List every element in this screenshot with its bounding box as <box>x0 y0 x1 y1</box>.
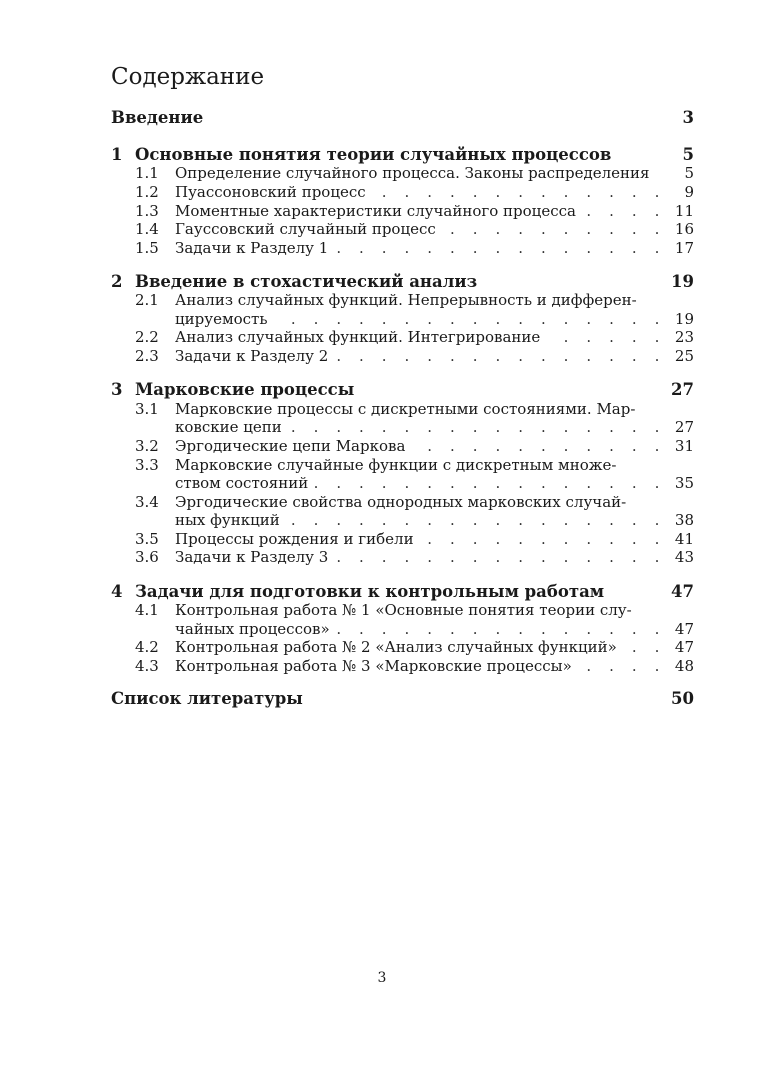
toc-section-3-5[interactable] <box>111 530 694 548</box>
section-label: Контрольная работа № 2 «Анализ случайных функций» <box>175 638 617 656</box>
section-number: 3.2 <box>135 437 159 455</box>
section-number: 2.2 <box>135 328 159 346</box>
section-number: 1.5 <box>135 239 159 257</box>
chapter-page: 5 <box>682 145 694 164</box>
section-label: Процессы рождения и гибели <box>175 530 414 548</box>
entry-label: Список литературы <box>111 689 303 708</box>
chapter-number: 3 <box>111 380 123 399</box>
section-number: 3.4 <box>135 493 159 511</box>
leader-dots <box>336 620 666 638</box>
section-number: 3.5 <box>135 530 159 548</box>
toc-section-3-4[interactable] <box>111 493 694 511</box>
leader-dots <box>334 239 666 257</box>
entry-page: 50 <box>671 689 694 708</box>
entry-label: Введение <box>111 108 204 127</box>
section-page: 31 <box>674 437 694 455</box>
leader-dots <box>334 347 666 365</box>
section-label: Задачи к Разделу 2 <box>175 347 329 365</box>
section-label: Гауссовский случайный процесс <box>175 220 436 238</box>
section-label-line2: чайных процессов» <box>175 620 330 638</box>
leader-dots <box>288 418 666 436</box>
leader-dots <box>442 220 666 238</box>
chapter-number: 1 <box>111 145 123 164</box>
toc-section-2-1[interactable] <box>111 291 694 309</box>
section-label-line1: Анализ случайных функций. Непрерывность и дифферен- <box>175 291 637 309</box>
section-label-line1: Эргодические свойства однородных марковских случай- <box>175 493 627 511</box>
toc-entry-intro[interactable] <box>111 108 694 127</box>
section-label: Задачи к Разделу 3 <box>175 548 329 566</box>
toc-entry-references[interactable] <box>111 689 694 708</box>
section-label-line1: Марковские случайные функции с дискретным множе- <box>175 456 617 474</box>
leader-dots <box>420 530 666 548</box>
toc-section-1-4[interactable] <box>111 220 694 238</box>
section-number: 3.1 <box>135 400 159 418</box>
toc-section-2-3[interactable] <box>111 347 694 365</box>
toc-section-2-2[interactable] <box>111 328 694 346</box>
leader-dots <box>314 474 666 492</box>
chapter-number: 4 <box>111 582 123 601</box>
section-label-line2: ных функций <box>175 511 280 529</box>
section-number: 4.1 <box>135 601 159 619</box>
section-number: 1.3 <box>135 202 159 220</box>
section-number: 4.2 <box>135 638 159 656</box>
toc-section-3-1-cont[interactable] <box>175 418 694 436</box>
section-page: 47 <box>674 620 694 638</box>
toc-section-1-5[interactable] <box>111 239 694 257</box>
leader-dots <box>578 657 666 675</box>
toc-chapter-1[interactable] <box>111 145 694 164</box>
section-page: 43 <box>674 548 694 566</box>
section-page: 16 <box>674 220 694 238</box>
chapter-page: 19 <box>671 272 694 291</box>
section-number: 1.1 <box>135 164 159 182</box>
chapter-number: 2 <box>111 272 123 291</box>
section-label: Анализ случайных функций. Интегрирование <box>175 328 541 346</box>
chapter-label: Марковские процессы <box>135 380 355 399</box>
section-page: 17 <box>674 239 694 257</box>
toc-title: Содержание <box>111 64 265 90</box>
page-number: 3 <box>377 970 387 986</box>
leader-dots <box>582 202 666 220</box>
leader-dots <box>623 638 666 656</box>
section-label-line2: ством состояний <box>175 474 309 492</box>
section-page: 48 <box>674 657 694 675</box>
leader-dots <box>286 511 666 529</box>
leader-dots <box>372 183 666 201</box>
leader-dots <box>546 328 666 346</box>
section-number: 1.4 <box>135 220 159 238</box>
section-number: 2.3 <box>135 347 159 365</box>
section-number: 4.3 <box>135 657 159 675</box>
toc-section-4-3[interactable] <box>111 657 694 675</box>
section-label: Задачи к Разделу 1 <box>175 239 329 257</box>
toc-section-3-4-cont[interactable] <box>175 511 694 529</box>
section-number: 2.1 <box>135 291 159 309</box>
section-page: 9 <box>684 183 694 201</box>
toc-section-4-2[interactable] <box>111 638 694 656</box>
section-page: 23 <box>674 328 694 346</box>
section-number: 3.3 <box>135 456 159 474</box>
section-label: Контрольная работа № 3 «Марковские процессы» <box>175 657 572 675</box>
chapter-label: Введение в стохастический анализ <box>135 272 478 291</box>
toc-section-2-1-cont[interactable] <box>175 310 694 328</box>
section-page: 35 <box>674 474 694 492</box>
section-number: 3.6 <box>135 548 159 566</box>
section-page: 38 <box>674 511 694 529</box>
section-page: 47 <box>674 638 694 656</box>
chapter-page: 47 <box>671 582 694 601</box>
toc-section-3-2[interactable] <box>111 437 694 455</box>
toc-section-1-2[interactable] <box>111 183 694 201</box>
section-number: 1.2 <box>135 183 159 201</box>
toc-section-1-3[interactable] <box>111 202 694 220</box>
section-label-line1: Марковские процессы с дискретными состояниями. Мар- <box>175 400 636 418</box>
toc-section-3-1[interactable] <box>111 400 694 418</box>
chapter-label: Задачи для подготовки к контрольным работам <box>135 582 605 601</box>
section-label-line2: цируемость <box>175 310 268 328</box>
toc-chapter-4[interactable] <box>111 582 694 601</box>
section-page: 11 <box>674 202 694 220</box>
section-label-line2: ковские цепи <box>175 418 282 436</box>
section-label: Эргодические цепи Маркова <box>175 437 406 455</box>
section-page: 19 <box>674 310 694 328</box>
section-page: 27 <box>674 418 694 436</box>
section-label: Моментные характеристики случайного процесса <box>175 202 576 220</box>
toc-section-3-3[interactable] <box>111 456 694 474</box>
section-label-line1: Контрольная работа № 1 «Основные понятия теории слу- <box>175 601 632 619</box>
chapter-page: 27 <box>671 380 694 399</box>
toc-section-3-6[interactable] <box>111 548 694 566</box>
toc-section-4-1[interactable] <box>111 601 694 619</box>
section-page: 41 <box>674 530 694 548</box>
leader-dots <box>274 310 666 328</box>
leader-dots <box>334 548 666 566</box>
toc-section-4-1-cont[interactable] <box>175 620 694 638</box>
leader-dots <box>411 437 666 455</box>
section-page: 25 <box>674 347 694 365</box>
toc-chapter-2[interactable] <box>111 272 694 291</box>
section-label: Определение случайного процесса. Законы распределения <box>175 164 650 182</box>
toc-section-1-1[interactable] <box>111 164 694 182</box>
toc-chapter-3[interactable] <box>111 380 694 399</box>
section-label: Пуассоновский процесс <box>175 183 366 201</box>
section-page: 5 <box>684 164 694 182</box>
toc-section-3-3-cont[interactable] <box>175 474 694 492</box>
chapter-label: Основные понятия теории случайных процессов <box>135 145 612 164</box>
entry-page: 3 <box>682 108 694 127</box>
